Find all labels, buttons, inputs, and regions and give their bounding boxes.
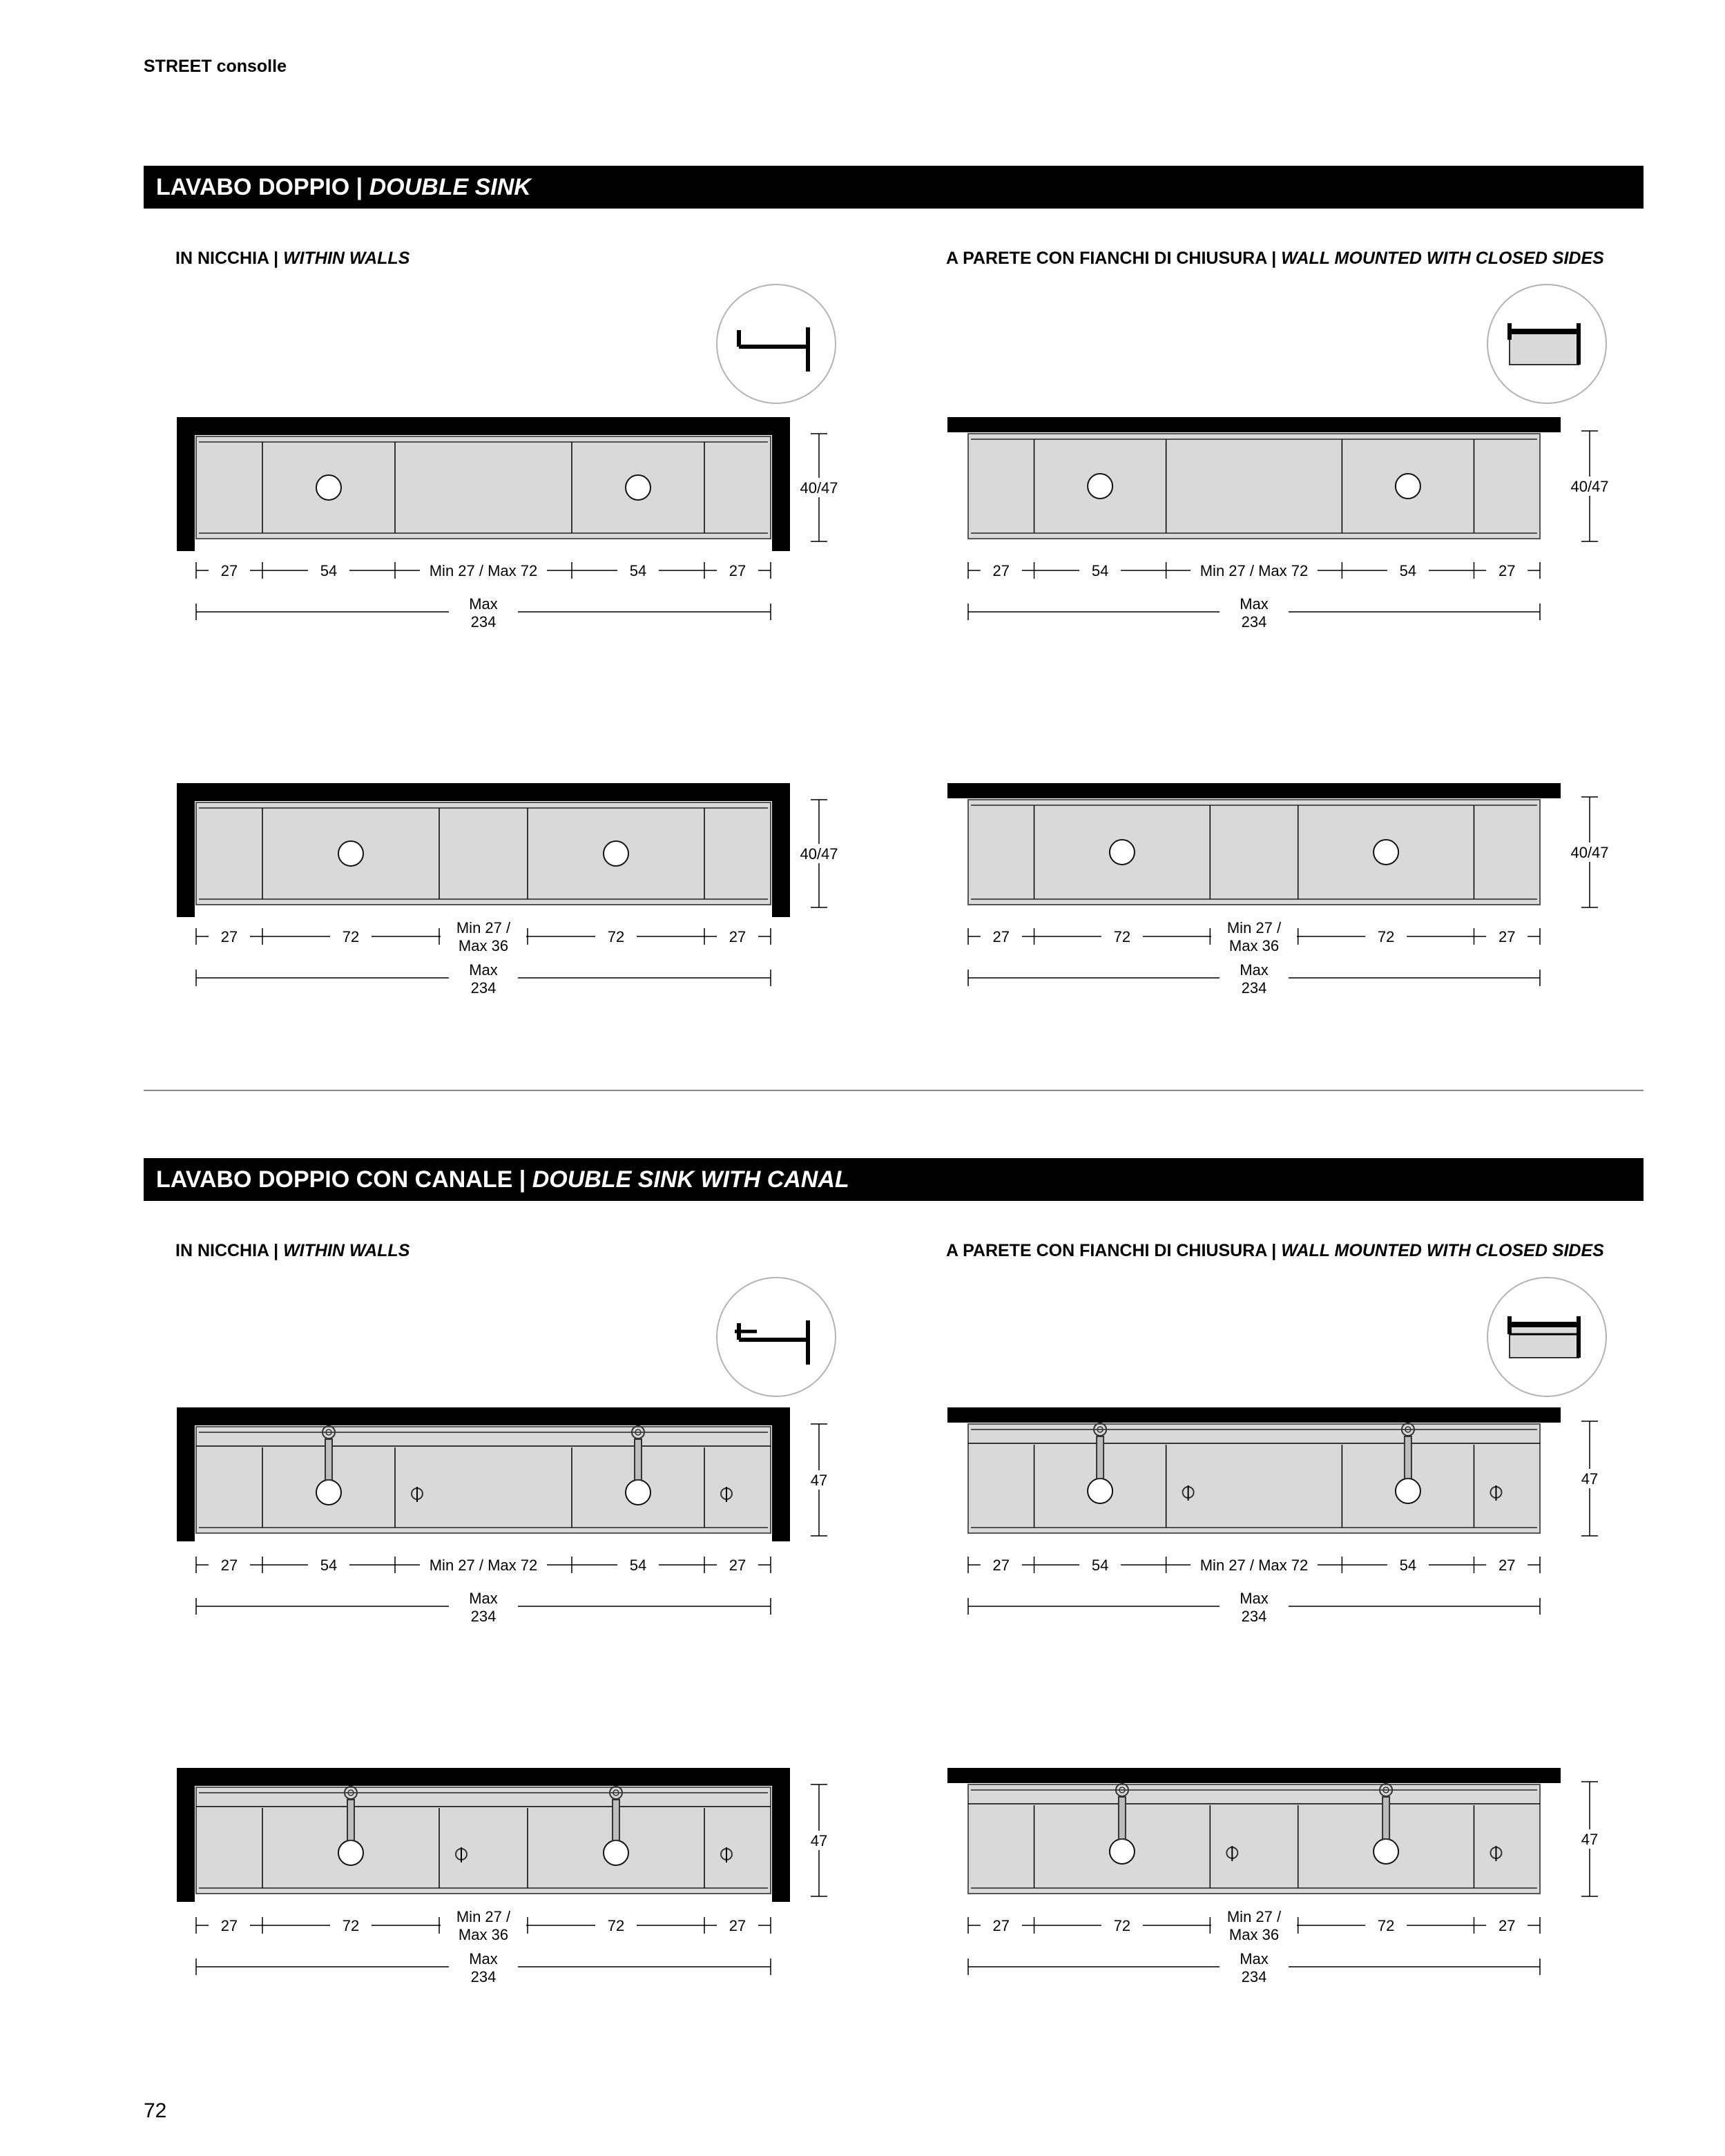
total-dimension-label: Max (1240, 961, 1269, 979)
label-separator: | (269, 249, 284, 268)
sink-drain (316, 475, 341, 500)
width-dimension-label: 72 (1377, 927, 1395, 945)
sink-drain (1088, 474, 1112, 499)
sink-drain (316, 1480, 341, 1505)
total-dimension-label: 234 (470, 613, 497, 631)
height-dimension (796, 434, 842, 541)
label-en: WITHIN WALLS (283, 1241, 410, 1260)
total-dimension-label: 234 (1241, 1967, 1267, 1985)
sink-drain (338, 841, 363, 866)
tap-spout (1097, 1436, 1104, 1479)
width-dimension-label: 54 (1091, 561, 1109, 579)
width-dimension-chain (968, 1908, 1540, 1988)
label-it: IN NICCHIA (175, 1241, 269, 1260)
width-dimension-label: 54 (1091, 1556, 1109, 1574)
label-separator: | (269, 1241, 284, 1260)
sink-drain (626, 475, 651, 500)
width-dimension-label: 27 (729, 1556, 746, 1574)
document-title: STREET consolle (144, 57, 287, 76)
left-wall (177, 1768, 195, 1902)
cabinet-body (196, 1787, 771, 1894)
total-dimension-label: Max (469, 595, 498, 613)
right-wall (772, 417, 790, 551)
width-dimension-label: Min 27 / Max 72 (429, 1556, 538, 1574)
height-dimension (796, 800, 842, 907)
countertop (177, 1407, 790, 1425)
right-wall (772, 783, 790, 917)
total-dimension-label: Max (469, 961, 498, 979)
badge-circle (717, 285, 836, 403)
height-dimension (796, 1784, 842, 1896)
width-dimension-label: 27 (992, 1916, 1010, 1934)
label-en: WALL MOUNTED WITH CLOSED SIDES (1281, 1241, 1604, 1260)
height-dimension-label: 40/47 (1570, 477, 1609, 495)
tap-spout (1382, 1797, 1389, 1839)
section-title-separator: | (512, 1166, 532, 1193)
cabinet-body (196, 802, 771, 905)
tap-spout (635, 1439, 642, 1480)
height-dimension (1566, 1421, 1613, 1536)
wall-mounted-cabinet-drawing (947, 417, 1613, 633)
right-wall (772, 1407, 790, 1541)
niche-cabinet-drawing (177, 1768, 842, 1987)
width-dimension-label: Min 27 / Max 36 (1226, 918, 1282, 954)
width-dimension-label: 27 (729, 927, 746, 945)
height-dimension-label: 47 (810, 1471, 828, 1489)
height-dimension (1566, 797, 1613, 907)
label-it: A PARETE CON FIANCHI DI CHIUSURA (946, 1241, 1267, 1260)
countertop (177, 417, 790, 435)
width-dimension-chain (968, 919, 1540, 999)
total-dimension-label: Max (469, 1589, 498, 1607)
width-dimension-label: 27 (729, 561, 746, 579)
width-dimension-label: 27 (1498, 1916, 1516, 1934)
width-dimension-label: 54 (320, 561, 338, 579)
width-dimension-label: 54 (629, 1556, 647, 1574)
niche-cabinet-drawing (177, 417, 842, 633)
countertop (177, 1768, 790, 1786)
tap-spout (1405, 1436, 1411, 1479)
section-title-it: LAVABO DOPPIO CON CANALE (156, 1166, 513, 1193)
width-dimension-label: 27 (992, 1556, 1010, 1574)
sink-drain (604, 1840, 628, 1865)
left-wall (177, 1407, 195, 1541)
total-dimension-label: 234 (1241, 1607, 1267, 1625)
width-dimension-label: Min 27 / Max 36 (456, 918, 511, 954)
total-dimension-label: 234 (470, 979, 497, 997)
countertop (947, 417, 1561, 432)
tap-spout (325, 1439, 332, 1480)
width-dimension-label: Min 27 / Max 36 (1226, 1907, 1282, 1943)
height-dimension (796, 1424, 842, 1536)
width-dimension-label: Min 27 / Max 36 (456, 1907, 511, 1943)
width-dimension-label: 72 (1113, 1916, 1131, 1934)
width-dimension-chain (196, 919, 771, 999)
width-dimension-chain (196, 1908, 771, 1988)
cabinet-body (968, 800, 1540, 905)
sink-drain (1374, 840, 1398, 865)
height-dimension-label: 40/47 (1570, 843, 1609, 861)
label-separator: | (1266, 249, 1282, 268)
section-title-separator: | (349, 174, 369, 200)
total-dimension-label: Max (1240, 1589, 1269, 1607)
sink-drain (338, 1840, 363, 1865)
label-it: IN NICCHIA (175, 249, 269, 268)
width-dimension-label: 27 (220, 561, 238, 579)
cabinet-shape (1510, 1325, 1579, 1358)
niche-cabinet-drawing (177, 1407, 842, 1627)
section-title-en: DOUBLE SINK (369, 174, 531, 200)
right-wall (772, 1768, 790, 1902)
countertop (947, 1768, 1561, 1783)
height-dimension-label: 47 (1581, 1470, 1599, 1488)
left-wall (177, 783, 195, 917)
cabinet-body (968, 1784, 1540, 1894)
height-dimension-label: 47 (1581, 1830, 1599, 1848)
width-dimension-label: 27 (220, 1556, 238, 1574)
width-dimension-label: 72 (1377, 1916, 1395, 1934)
cabinet-shape (1510, 331, 1579, 365)
width-dimension-label: 54 (629, 561, 647, 579)
width-dimension-label: 27 (992, 927, 1010, 945)
page-number: 72 (144, 2099, 167, 2122)
total-dimension-label: Max (469, 1950, 498, 1967)
sink-drain (626, 1480, 651, 1505)
width-dimension-label: 72 (342, 927, 360, 945)
height-dimension-label: 40/47 (800, 479, 838, 497)
width-dimension-label: 54 (1399, 1556, 1417, 1574)
cabinet-body (196, 1427, 771, 1533)
left-wall (177, 417, 195, 551)
countertop (177, 783, 790, 801)
badge-circle (717, 1278, 836, 1396)
wall-mount-badge (1487, 1278, 1606, 1396)
total-dimension-label: 234 (1241, 979, 1267, 997)
niche-mount-badge (717, 285, 836, 403)
total-dimension-label: Max (1240, 1950, 1269, 1967)
tap-spout (1119, 1797, 1126, 1839)
width-dimension-label: 72 (342, 1916, 360, 1934)
height-dimension (1566, 1782, 1613, 1896)
total-dimension-label: 234 (470, 1607, 497, 1625)
width-dimension-chain (968, 561, 1540, 633)
sink-drain (1396, 474, 1420, 499)
tap-spout (347, 1800, 354, 1840)
section-title-it: LAVABO DOPPIO (156, 174, 350, 200)
width-dimension-label: 27 (220, 927, 238, 945)
sink-drain (1110, 1839, 1135, 1864)
sink-drain (604, 841, 628, 866)
tap-spout (613, 1800, 619, 1840)
total-dimension-label: Max (1240, 595, 1269, 613)
width-dimension-label: 27 (729, 1916, 746, 1934)
height-dimension (1566, 431, 1613, 541)
width-dimension-label: Min 27 / Max 72 (429, 561, 538, 579)
label-it: A PARETE CON FIANCHI DI CHIUSURA (946, 249, 1267, 268)
width-dimension-label: 27 (1498, 1556, 1516, 1574)
cabinet-body (968, 434, 1540, 539)
width-dimension-label: 27 (992, 561, 1010, 579)
width-dimension-label: 72 (607, 927, 625, 945)
niche-mount-badge (717, 1278, 836, 1396)
wall-mount-badge (1487, 285, 1606, 403)
total-dimension-label: 234 (1241, 613, 1267, 631)
sink-drain (1110, 840, 1135, 865)
width-dimension-chain (196, 561, 771, 633)
width-dimension-label: 27 (1498, 561, 1516, 579)
cabinet-body (196, 436, 771, 539)
width-dimension-chain (968, 1555, 1540, 1627)
width-dimension-chain (196, 1555, 771, 1627)
width-dimension-label: Min 27 / Max 72 (1199, 1556, 1309, 1574)
wall-mounted-cabinet-drawing (947, 1768, 1613, 1987)
label-en: WALL MOUNTED WITH CLOSED SIDES (1281, 249, 1604, 268)
label-en: WITHIN WALLS (283, 249, 410, 268)
sink-drain (1374, 1839, 1398, 1864)
section-title-en: DOUBLE SINK WITH CANAL (532, 1166, 849, 1193)
sink-drain (1088, 1479, 1112, 1503)
width-dimension-label: 27 (1498, 927, 1516, 945)
cabinet-body (968, 1424, 1540, 1533)
niche-cabinet-drawing (177, 783, 842, 999)
height-dimension-label: 40/47 (800, 845, 838, 863)
countertop (947, 783, 1561, 798)
wall-mount-icon (1510, 323, 1579, 365)
sink-drain (1396, 1479, 1420, 1503)
wall-mounted-cabinet-drawing (947, 783, 1613, 999)
width-dimension-label: 27 (220, 1916, 238, 1934)
wall-mount-icon (1510, 1316, 1579, 1358)
height-dimension-label: 47 (810, 1831, 828, 1849)
width-dimension-label: Min 27 / Max 72 (1199, 561, 1309, 579)
width-dimension-label: 54 (320, 1556, 338, 1574)
countertop (947, 1407, 1561, 1423)
width-dimension-label: 72 (1113, 927, 1131, 945)
total-dimension-label: 234 (470, 1967, 497, 1985)
wall-mounted-cabinet-drawing (947, 1407, 1613, 1627)
label-separator: | (1266, 1241, 1282, 1260)
width-dimension-label: 54 (1399, 561, 1417, 579)
width-dimension-label: 72 (607, 1916, 625, 1934)
